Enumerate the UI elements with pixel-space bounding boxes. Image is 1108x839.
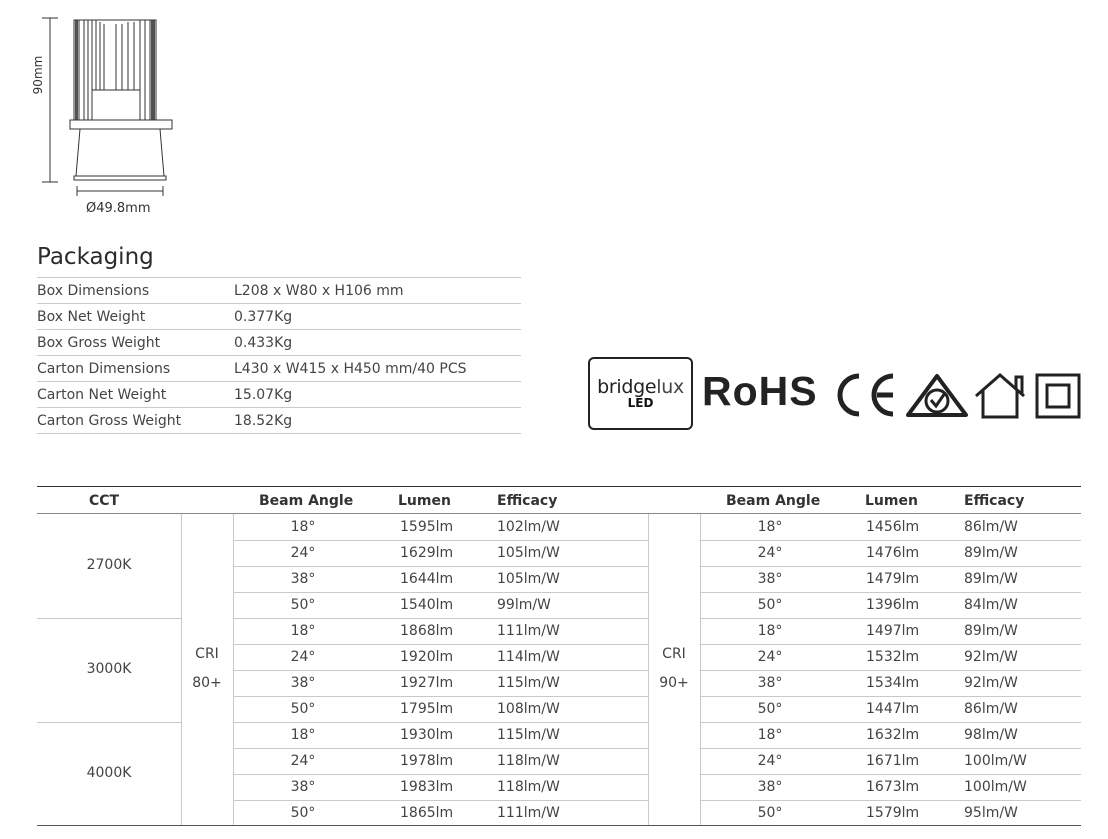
bridgelux-logo xyxy=(588,357,693,430)
lumen-cell-cri80: 1795lm xyxy=(400,701,454,717)
packaging-row-value: L430 x W415 x H450 mm/40 PCS xyxy=(234,360,467,377)
packaging-row-label: Box Net Weight xyxy=(37,308,146,325)
efficacy-cell-cri90: 92lm/W xyxy=(964,649,1018,665)
beam-angle-cell-cri90: 38° xyxy=(757,675,783,691)
efficacy-cell-cri90: 95lm/W xyxy=(964,805,1018,821)
packaging-row-value: 0.433Kg xyxy=(234,334,293,351)
cri-group-90 xyxy=(648,640,700,698)
beam-angle-cell-cri80: 24° xyxy=(290,753,316,769)
header-cct: CCT xyxy=(89,493,120,509)
packaging-row-label: Box Gross Weight xyxy=(37,334,161,351)
packaging-row xyxy=(37,303,521,329)
header-lumen-cri90: Lumen xyxy=(865,493,918,509)
packaging-row-label: Carton Net Weight xyxy=(37,386,167,403)
lumen-cell-cri80: 1927lm xyxy=(400,675,454,691)
beam-angle-cell-cri90: 18° xyxy=(757,727,783,743)
cct-group-separator xyxy=(37,722,181,723)
lumen-cell-cri90: 1456lm xyxy=(866,519,920,535)
efficacy-cell-cri80: 111lm/W xyxy=(497,623,560,639)
packaging-row-value: L208 x W80 x H106 mm xyxy=(234,282,404,299)
lumen-cell-cri90: 1476lm xyxy=(866,545,920,561)
lumen-cell-cri80: 1644lm xyxy=(400,571,454,587)
cri-label: CRI xyxy=(195,646,219,662)
packaging-row xyxy=(37,329,521,355)
packaging-row-label: Carton Gross Weight xyxy=(37,412,182,429)
efficacy-cell-cri90: 84lm/W xyxy=(964,597,1018,613)
table-top-rule xyxy=(37,486,1081,487)
efficacy-cell-cri90: 86lm/W xyxy=(964,519,1018,535)
rcm-mark-icon xyxy=(905,372,969,420)
beam-angle-cell-cri80: 38° xyxy=(290,675,316,691)
lumen-cell-cri90: 1396lm xyxy=(866,597,920,613)
beam-angle-cell-cri80: 24° xyxy=(290,545,316,561)
beam-angle-cell-cri80: 50° xyxy=(290,597,316,613)
lumen-cell-cri90: 1671lm xyxy=(866,753,920,769)
lumen-cell-cri90: 1673lm xyxy=(866,779,920,795)
class-ii-icon xyxy=(1035,373,1081,419)
product-dimension-drawing xyxy=(30,10,190,225)
beam-angle-cell-cri90: 50° xyxy=(757,701,783,717)
lumen-cell-cri80: 1978lm xyxy=(400,753,454,769)
cri-value: 90+ xyxy=(659,675,689,691)
beam-angle-cell-cri80: 50° xyxy=(290,701,316,717)
efficacy-cell-cri80: 105lm/W xyxy=(497,571,560,587)
efficacy-cell-cri90: 100lm/W xyxy=(964,753,1027,769)
packaging-row-value: 15.07Kg xyxy=(234,386,293,403)
lumen-cell-cri90: 1497lm xyxy=(866,623,920,639)
bridgelux-logo-accent: lux xyxy=(656,376,684,398)
beam-angle-cell-cri90: 38° xyxy=(757,779,783,795)
cct-group-separator xyxy=(37,618,181,619)
beam-angle-cell-cri80: 24° xyxy=(290,649,316,665)
beam-angle-cell-cri80: 18° xyxy=(290,727,316,743)
lumen-cell-cri90: 1534lm xyxy=(866,675,920,691)
packaging-row-label: Carton Dimensions xyxy=(37,360,171,377)
beam-angle-cell-cri90: 24° xyxy=(757,545,783,561)
packaging-row-label: Box Dimensions xyxy=(37,282,150,299)
efficacy-cell-cri80: 114lm/W xyxy=(497,649,560,665)
lumen-cell-cri80: 1540lm xyxy=(400,597,454,613)
beam-angle-cell-cri90: 50° xyxy=(757,597,783,613)
house-icon xyxy=(972,372,1028,420)
header-beam-angle-cri80: Beam Angle xyxy=(259,493,354,509)
lumen-cell-cri80: 1629lm xyxy=(400,545,454,561)
header-beam-angle-cri90: Beam Angle xyxy=(726,493,821,509)
beam-angle-cell-cri80: 18° xyxy=(290,623,316,639)
efficacy-cell-cri90: 92lm/W xyxy=(964,675,1018,691)
efficacy-cell-cri90: 100lm/W xyxy=(964,779,1027,795)
bridgelux-logo-text: bridge xyxy=(597,376,657,398)
beam-angle-cell-cri90: 24° xyxy=(757,753,783,769)
beam-angle-cell-cri90: 50° xyxy=(757,805,783,821)
packaging-title: Packaging xyxy=(37,244,154,270)
efficacy-cell-cri80: 111lm/W xyxy=(497,805,560,821)
efficacy-cell-cri80: 102lm/W xyxy=(497,519,560,535)
beam-angle-cell-cri90: 18° xyxy=(757,623,783,639)
packaging-row xyxy=(37,381,521,407)
bridgelux-logo-sub: LED xyxy=(627,396,654,410)
lumen-cell-cri90: 1579lm xyxy=(866,805,920,821)
lumen-cell-cri80: 1930lm xyxy=(400,727,454,743)
lumen-cell-cri90: 1632lm xyxy=(866,727,920,743)
beam-angle-cell-cri80: 38° xyxy=(290,779,316,795)
header-lumen-cri80: Lumen xyxy=(398,493,451,509)
beam-angle-cell-cri90: 24° xyxy=(757,649,783,665)
cct-value: 2700K xyxy=(86,557,132,573)
packaging-row xyxy=(37,277,521,303)
cri-label: CRI xyxy=(662,646,686,662)
efficacy-cell-cri80: 118lm/W xyxy=(497,779,560,795)
ce-mark-icon xyxy=(835,370,899,420)
efficacy-cell-cri90: 89lm/W xyxy=(964,623,1018,639)
lumen-cell-cri80: 1868lm xyxy=(400,623,454,639)
lumen-cell-cri90: 1479lm xyxy=(866,571,920,587)
header-efficacy-cri80: Efficacy xyxy=(497,493,558,509)
performance-table xyxy=(37,486,1081,826)
efficacy-cell-cri80: 115lm/W xyxy=(497,727,560,743)
lumen-cell-cri80: 1983lm xyxy=(400,779,454,795)
cct-value: 3000K xyxy=(86,661,132,677)
beam-angle-cell-cri90: 18° xyxy=(757,519,783,535)
lumen-cell-cri80: 1595lm xyxy=(400,519,454,535)
efficacy-cell-cri80: 105lm/W xyxy=(497,545,560,561)
beam-angle-cell-cri80: 50° xyxy=(290,805,316,821)
packaging-row xyxy=(37,407,521,434)
packaging-row-value: 18.52Kg xyxy=(234,412,293,429)
beam-angle-cell-cri90: 38° xyxy=(757,571,783,587)
beam-angle-cell-cri80: 38° xyxy=(290,571,316,587)
cri-group-80 xyxy=(181,640,233,698)
packaging-row-value: 0.377Kg xyxy=(234,308,293,325)
lumen-cell-cri80: 1920lm xyxy=(400,649,454,665)
efficacy-cell-cri80: 118lm/W xyxy=(497,753,560,769)
cct-value: 4000K xyxy=(86,765,132,781)
packaging-row xyxy=(37,355,521,381)
beam-angle-cell-cri80: 18° xyxy=(290,519,316,535)
efficacy-cell-cri80: 115lm/W xyxy=(497,675,560,691)
packaging-table xyxy=(37,277,521,434)
efficacy-cell-cri90: 86lm/W xyxy=(964,701,1018,717)
efficacy-cell-cri90: 89lm/W xyxy=(964,571,1018,587)
efficacy-cell-cri90: 98lm/W xyxy=(964,727,1018,743)
efficacy-cell-cri90: 89lm/W xyxy=(964,545,1018,561)
lumen-cell-cri90: 1532lm xyxy=(866,649,920,665)
rohs-logo: RoHS xyxy=(702,368,818,414)
lumen-cell-cri90: 1447lm xyxy=(866,701,920,717)
cri-value: 80+ xyxy=(192,675,222,691)
diameter-dimension-label: Ø49.8mm xyxy=(86,201,151,216)
header-efficacy-cri90: Efficacy xyxy=(964,493,1025,509)
height-dimension-label: 90mm xyxy=(31,55,45,95)
efficacy-cell-cri80: 108lm/W xyxy=(497,701,560,717)
efficacy-cell-cri80: 99lm/W xyxy=(497,597,551,613)
lumen-cell-cri80: 1865lm xyxy=(400,805,454,821)
